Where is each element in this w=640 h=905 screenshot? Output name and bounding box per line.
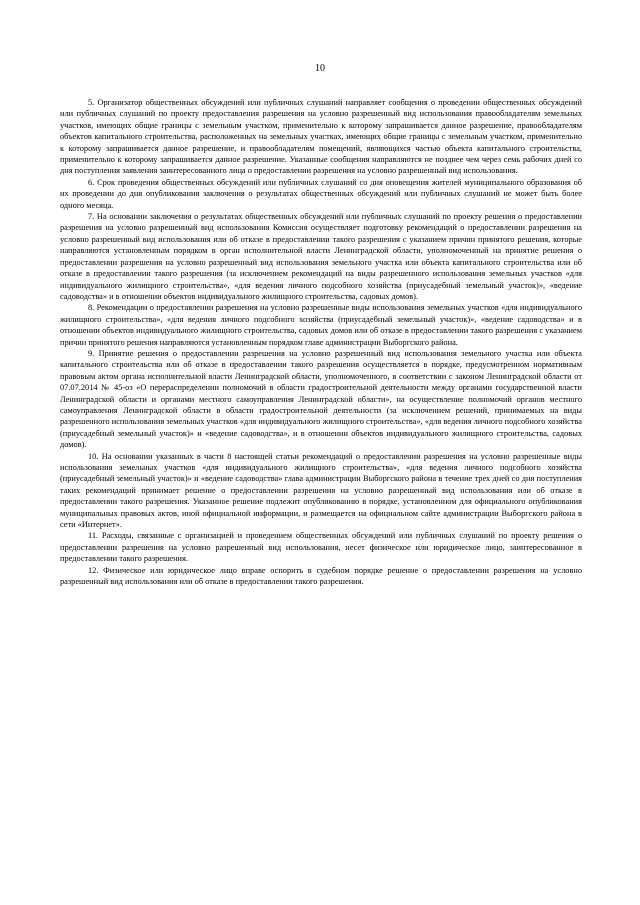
- paragraph-9: 9. Принятие решения о предоставлении разрешения на условно разрешенный вид использования земельного участка или объекта капитального строительства или об отказе в предоставлении такого разрешения осуществляется в порядке, предусмотренном нормативным правовым актом органа исполнительной власти Ленинградской области, уполномоченного, в соответствии с законом Ленинградской области от 07.07.2014 № 45-оз «О перераспределении полномочий в области градостроительной деятельности между органами государственной власти Ленинградской области и органами местного самоуправления Ленинградской области», на осуществление полномочий органов местного самоуправления Ленинградской области в области градостроительной деятельности (за исключением решений, принимаемых на виды разрешенного использования земельных участков «для индивидуального жилищного строительства», «для ведения личного подсобного хозяйства (приусадебный земельный участок)» и «ведение садоводства», и в отношении объектов индивидуального жилищного строительства, садовых домов).: [60, 348, 582, 450]
- document-body: [60, 97, 582, 587]
- paragraph-11: 11. Расходы, связанные с организацией и проведением общественных обсуждений или публичных слушаний по проекту решения о предоставлении разрешения на условно разрешенный вид использования, несет физическое или юридическое лицо, заинтересованное в предоставлении такого разрешения.: [60, 531, 582, 564]
- paragraph-7: 7. На основании заключения о результатах общественных обсуждений или публичных слушаний по проекту решения о предоставлении разрешения на условно разрешенный вид использования Комиссия осуществляет подготовку рекомендаций о предоставлении разрешения на условно разрешенный вид использования или об отказе в предоставлении такого разрешения с указанием причин принятого решения, которые направляются установленным порядком в орган исполнительной власти Ленинградской области, уполномоченный на принятие решения о предоставлении разрешения на условно разрешенный вид использования земельного участка или объекта капитального строительства или об отказе в предоставлении такого разрешения (за исключением рекомендаций на виды разрешенного использования земельных участков «для индивидуального жилищного строительства», «для ведения личного подсобного хозяйства (приусадебный земельный участок)», «ведение садоводства» и в отношении объектов индивидуального жилищного строительства, садовых домов).: [60, 212, 582, 301]
- paragraph-5: 5. Организатор общественных обсуждений или публичных слушаний направляет сообщения о проведении общественных обсуждений или публичных слушаний по проекту предоставления разрешения на условно разрешенный вид использования правообладателям земельных участков, имеющих общие границы с земельным участком, применительно к которому запрашивается данное разрешение, правообладателям объектов капитального строительства, расположенных на земельных участках, имеющих общие границы с земельным участком, применительно к которому запрашивается данное разрешение, и правообладателям помещений, являющихся частью объекта капитального строительства, применительно к которому запрашивается данное разрешение. Указанные сообщения направляются не позднее чем через семь рабочих дней со дня поступления заявления заинтересованного лица о предоставлении разрешения на условно разрешенный вид использования.: [60, 98, 582, 176]
- paragraph-10: 10. На основании указанных в части 8 настоящей статьи рекомендаций о предоставлении разрешения на условно разрешенные виды использования земельных участков «для индивидуального жилищного строительства», «для ведения личного подсобного хозяйства (приусадебный земельный участок)» и «ведение садоводства» глава администрации Выборгского района в течение трех дней со дня поступления таких рекомендаций принимает решение о предоставлении разрешения на условно разрешенный вид использования или об отказе в предоставлении такого разрешения. Указанное решение подлежит опубликованию в порядке, установленном для официального опубликования муниципальных правовых актов, иной официальной информации, и размещается на официальном сайте администрации Выборгского района в сети «Интернет».: [60, 451, 582, 530]
- paragraph-8: 8. Рекомендации о предоставлении разрешения на условно разрешенные виды использования земельных участков «для индивидуального жилищного строительства», «для ведения личного подсобного хозяйства (приусадебный земельный участок)», «ведение садоводства» и в отношении объектов индивидуального жилищного строительства, садовых домов или об отказе в предоставлении такого разрешения с указанием причин принятого решения направляются установленным порядком главе администрации Выборгского района.: [60, 303, 582, 347]
- paragraph-12: 12. Физическое или юридическое лицо вправе оспорить в судебном порядке решение о предоставлении разрешения на условно разрешенный вид использования или об отказе в предоставлении такого разрешения.: [60, 565, 582, 587]
- paragraph-6: 6. Срок проведения общественных обсуждений или публичных слушаний со дня оповещения жителей муниципального образования об их проведении до дня опубликования заключения о результатах общественных обсуждений или публичных слушаний не может быть более одного месяца.: [60, 177, 582, 210]
- page-number: 10: [315, 63, 325, 74]
